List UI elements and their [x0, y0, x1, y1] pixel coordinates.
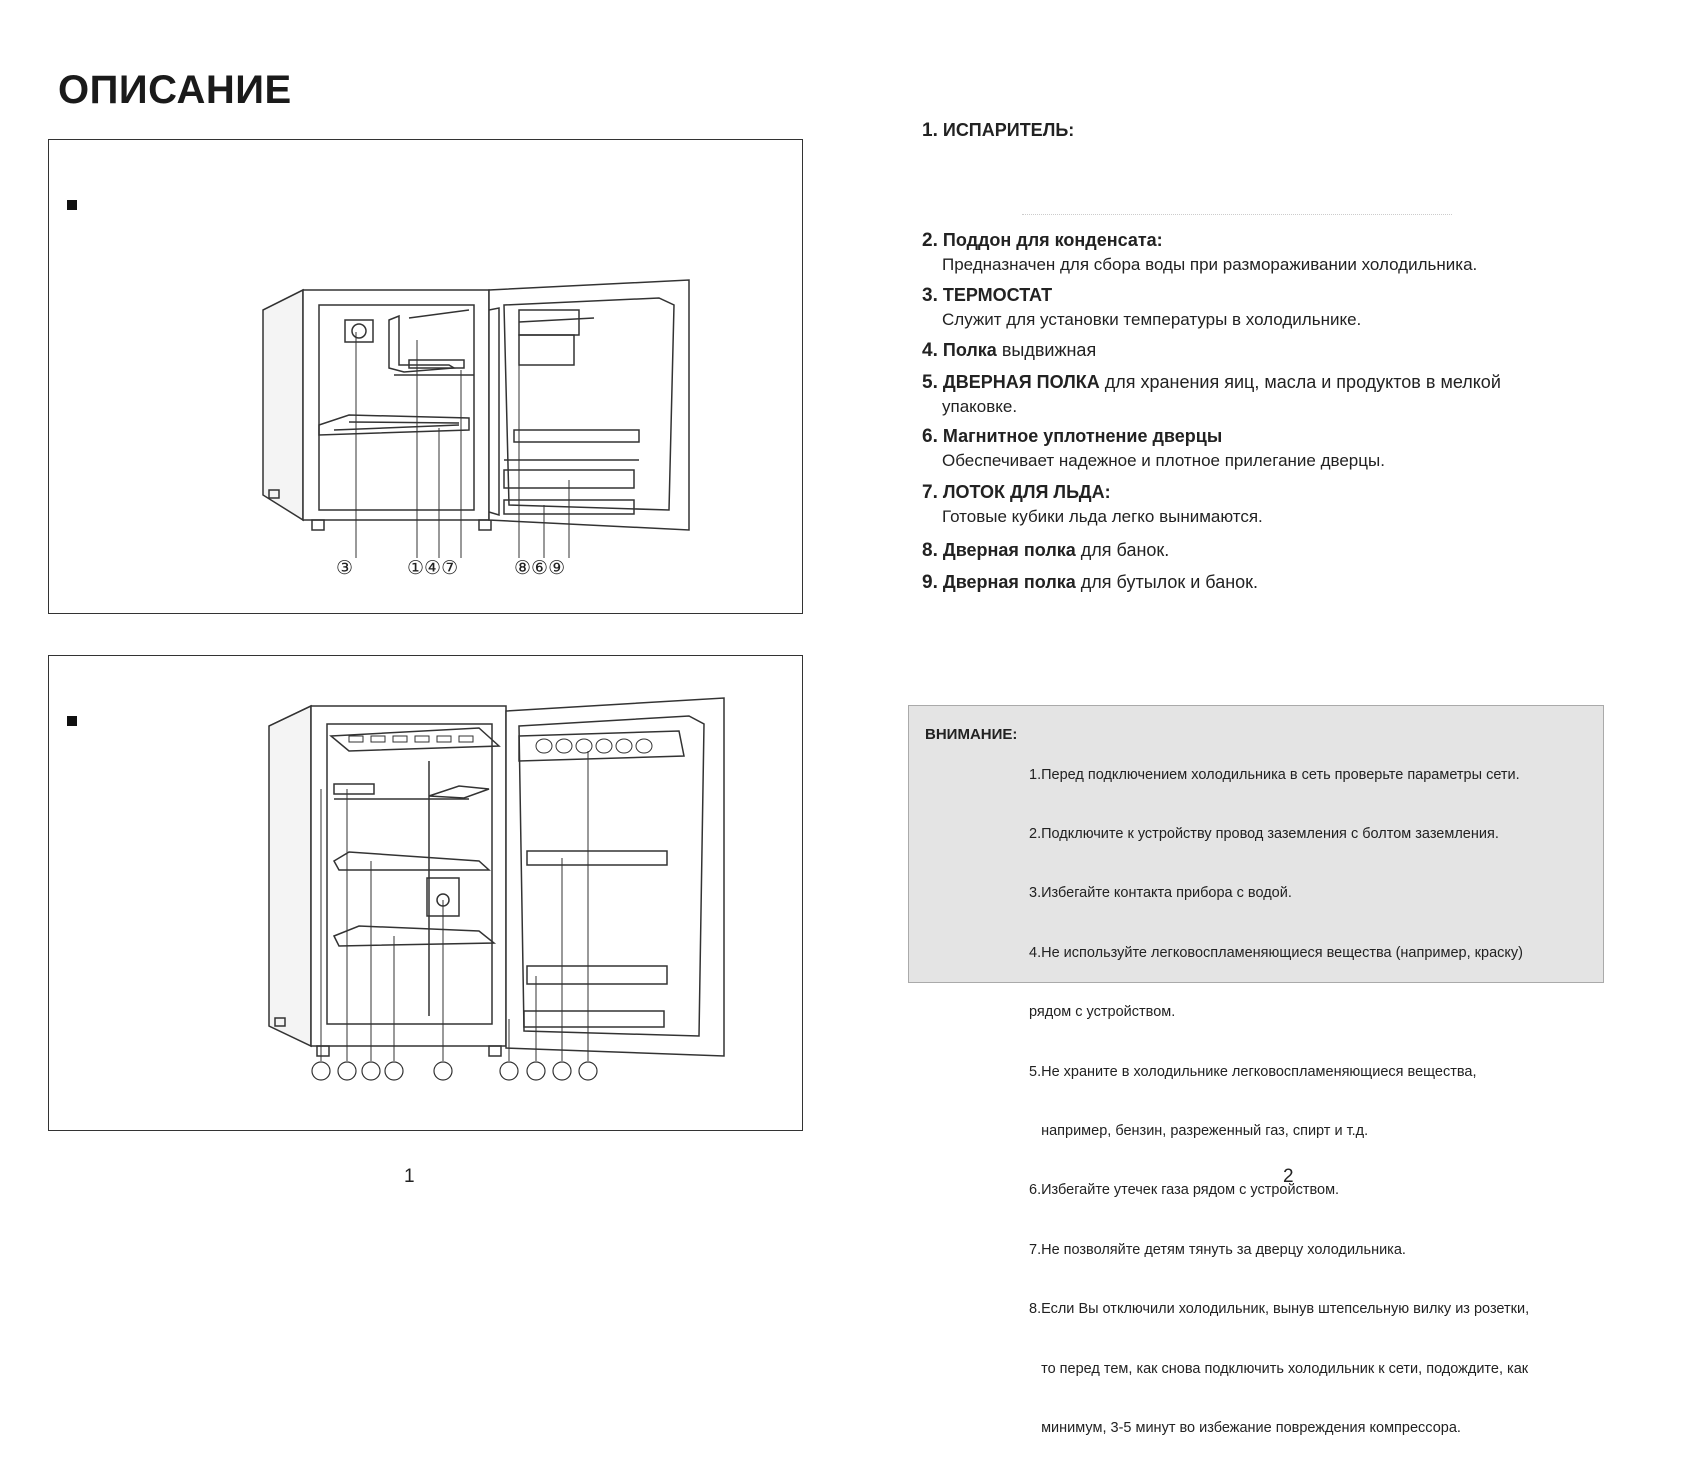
item-text: выдвижная: [996, 340, 1097, 360]
warning-line: например, бензин, разреженный газ, спирт и т.д.: [1029, 1122, 1369, 1139]
item-heading: Полка: [942, 340, 997, 360]
list-item: [922, 283, 1361, 332]
warning-line: то перед тем, как снова подключить холодильник к сети, подождите, как: [1029, 1360, 1529, 1377]
warning-label: ВНИМАНИЕ:: [925, 726, 1018, 743]
warning-line: рядом с устройством.: [1029, 1004, 1176, 1021]
divider: [1022, 214, 1452, 215]
item-number: 9.: [922, 572, 938, 593]
item-heading: ТЕРМОСТАТ: [942, 285, 1053, 305]
item-number: 4.: [922, 340, 938, 361]
item-text: для бутылок и банок.: [1075, 572, 1259, 592]
warning-line: минимум, 3-5 минут во избежание повреждения компрессора.: [1029, 1419, 1461, 1436]
warning-line: 3.Избегайте контакта прибора с водой.: [1029, 885, 1292, 902]
list-item: [922, 424, 1385, 473]
warning-text: [1029, 726, 1529, 1478]
item-number: 1.: [922, 120, 938, 141]
item-heading: Поддон для конденсата:: [942, 230, 1163, 250]
item-heading: Дверная полка: [942, 540, 1076, 560]
item-heading: Дверная полка: [942, 572, 1076, 592]
list-item: [922, 370, 1501, 419]
item-text: для хранения яиц, масла и продуктов в мелкой: [1099, 372, 1501, 392]
item-number: 7.: [922, 482, 938, 503]
page-number-left: 1: [404, 1166, 415, 1187]
list-item: [922, 118, 1074, 143]
warning-box: [908, 705, 1604, 1436]
warning-line: 7.Не позволяйте детям тянуть за дверцу холодильника.: [1029, 1241, 1406, 1258]
fridge-drawing-2: [49, 656, 802, 1130]
item-text: для банок.: [1075, 540, 1170, 560]
item-number: 8.: [922, 540, 938, 561]
item-number: 6.: [922, 426, 938, 447]
item-heading: Магнитное уплотнение дверцы: [942, 426, 1223, 446]
callout-3: ③: [336, 557, 354, 579]
item-number: 5.: [922, 372, 938, 393]
item-heading: ЛОТОК ДЛЯ ЛЬДА:: [942, 482, 1111, 502]
fridge-drawing-1: [49, 140, 802, 613]
list-item: [922, 570, 1258, 595]
fridge-diagram-1: [48, 139, 803, 614]
item-description: Обеспечивает надежное и плотное прилегание дверцы.: [942, 451, 1385, 470]
page-number-right: 2: [1283, 1166, 1294, 1187]
item-description: Служит для установки температуры в холодильнике.: [942, 310, 1362, 329]
item-number: 2.: [922, 230, 938, 251]
item-number: 3.: [922, 285, 938, 306]
warning-line: 6.Избегайте утечек газа рядом с устройством.: [1029, 1182, 1340, 1199]
warning-line: 5.Не храните в холодильнике легковоспламеняющиеся вещества,: [1029, 1063, 1477, 1080]
callout-1-4-7: ①④⑦: [407, 557, 459, 579]
warning-line: 4.Не используйте легковоспламеняющиеся вещества (например, краску): [1029, 944, 1523, 961]
item-heading: ДВЕРНАЯ ПОЛКА: [942, 372, 1100, 392]
item-description: Предназначен для сбора воды при размораживании холодильника.: [942, 255, 1478, 274]
page-title: ОПИСАНИЕ: [58, 68, 292, 112]
warning-line: 8.Если Вы отключили холодильник, вынув штепсельную вилку из розетки,: [1029, 1301, 1530, 1318]
fridge-diagram-2: [48, 655, 803, 1131]
list-item: [922, 480, 1263, 529]
warning-line: 2.Подключите к устройству провод заземления с болтом заземления.: [1029, 825, 1499, 842]
item-description: упаковке.: [942, 397, 1018, 416]
list-item: [922, 228, 1477, 277]
callout-8-6-9: ⑧⑥⑨: [514, 557, 566, 579]
list-item: [922, 338, 1096, 363]
item-heading: ИСПАРИТЕЛЬ:: [942, 120, 1075, 140]
item-description: Готовые кубики льда легко вынимаются.: [942, 507, 1263, 526]
list-item: [922, 538, 1169, 563]
warning-line: 1.Перед подключением холодильника в сеть проверьте параметры сети.: [1029, 766, 1520, 783]
